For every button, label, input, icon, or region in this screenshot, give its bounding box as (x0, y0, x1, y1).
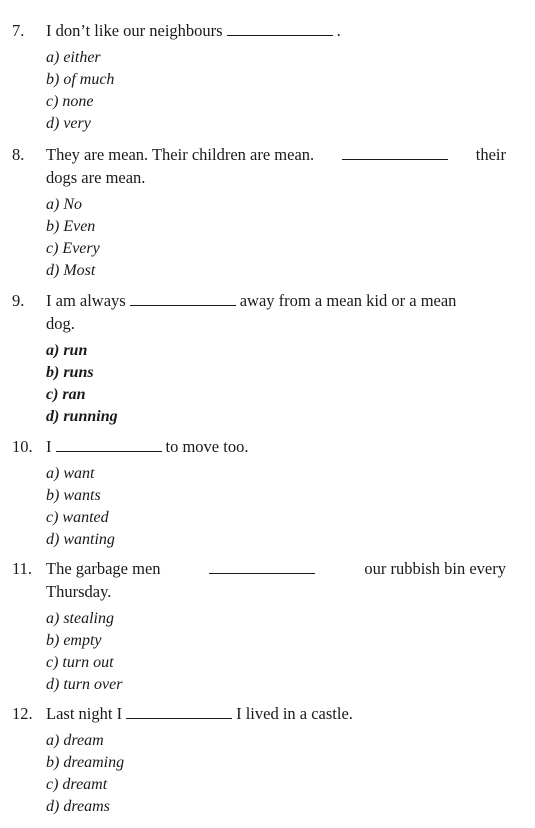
option-list (46, 340, 535, 428)
stem-text: away from a mean kid or a mean (239, 291, 457, 310)
answer-blank[interactable] (342, 145, 448, 160)
question-8 (0, 143, 535, 282)
stem-text: The garbage men (46, 559, 161, 578)
option-a[interactable]: a) dream (46, 732, 104, 749)
option-b[interactable]: b) dreaming (46, 754, 125, 771)
question-7 (0, 19, 535, 135)
question-10 (0, 435, 535, 551)
question-stem (0, 143, 535, 189)
option-list (46, 47, 535, 135)
option-a[interactable]: a) run (46, 342, 88, 359)
stem-text: our rubbish bin every (364, 559, 506, 578)
option-b[interactable]: b) empty (46, 632, 102, 649)
option-d[interactable]: d) dreams (46, 798, 110, 815)
question-11 (0, 557, 535, 696)
stem-text: I am always (46, 291, 126, 310)
answer-blank[interactable] (209, 559, 315, 574)
option-a[interactable]: a) want (46, 465, 95, 482)
question-stem (0, 19, 535, 42)
answer-blank[interactable] (126, 704, 232, 719)
stem-text: their (475, 145, 506, 164)
option-list (46, 608, 535, 696)
question-stem (0, 289, 535, 335)
option-b[interactable]: b) runs (46, 364, 94, 381)
stem-text: dogs are mean. (46, 168, 146, 187)
stem-text: Thursday. (46, 582, 112, 601)
stem-text: . (336, 21, 341, 40)
stem-text: to move too. (165, 437, 249, 456)
stem-text: I lived in a castle. (236, 704, 353, 723)
question-stem (0, 557, 535, 603)
option-a[interactable]: a) either (46, 49, 101, 66)
option-d[interactable]: d) Most (46, 262, 96, 279)
question-number: 10. (12, 437, 33, 456)
question-number: 12. (12, 704, 33, 723)
option-c[interactable]: c) dreamt (46, 776, 108, 793)
option-b[interactable]: b) wants (46, 487, 101, 504)
option-c[interactable]: c) none (46, 93, 94, 110)
option-d[interactable]: d) turn over (46, 676, 123, 693)
option-a[interactable]: a) No (46, 196, 82, 213)
stem-text: Last night I (46, 704, 123, 723)
question-number: 11. (12, 559, 33, 578)
option-c[interactable]: c) ran (46, 386, 86, 403)
question-number: 9. (12, 291, 25, 310)
answer-blank[interactable] (56, 437, 162, 452)
answer-blank[interactable] (130, 291, 236, 306)
option-list (46, 194, 535, 282)
option-list (46, 463, 535, 551)
question-stem (0, 702, 535, 725)
option-c[interactable]: c) Every (46, 240, 100, 257)
option-list (46, 730, 535, 818)
option-c[interactable]: c) wanted (46, 509, 109, 526)
question-number: 7. (12, 21, 25, 40)
question-9 (0, 289, 535, 428)
option-a[interactable]: a) stealing (46, 610, 114, 627)
option-d[interactable]: d) wanting (46, 531, 115, 548)
option-c[interactable]: c) turn out (46, 654, 114, 671)
question-stem (0, 435, 535, 458)
stem-text: They are mean. Their children are mean. (46, 145, 315, 164)
stem-text: dog. (46, 314, 75, 333)
stem-text: I don’t like our neighbours (46, 21, 223, 40)
answer-blank[interactable] (227, 21, 333, 36)
stem-text: I (46, 437, 52, 456)
option-b[interactable]: b) Even (46, 218, 96, 235)
question-12 (0, 702, 535, 818)
option-d[interactable]: d) running (46, 408, 118, 425)
option-b[interactable]: b) of much (46, 71, 115, 88)
option-d[interactable]: d) very (46, 115, 91, 132)
question-number: 8. (12, 145, 25, 164)
